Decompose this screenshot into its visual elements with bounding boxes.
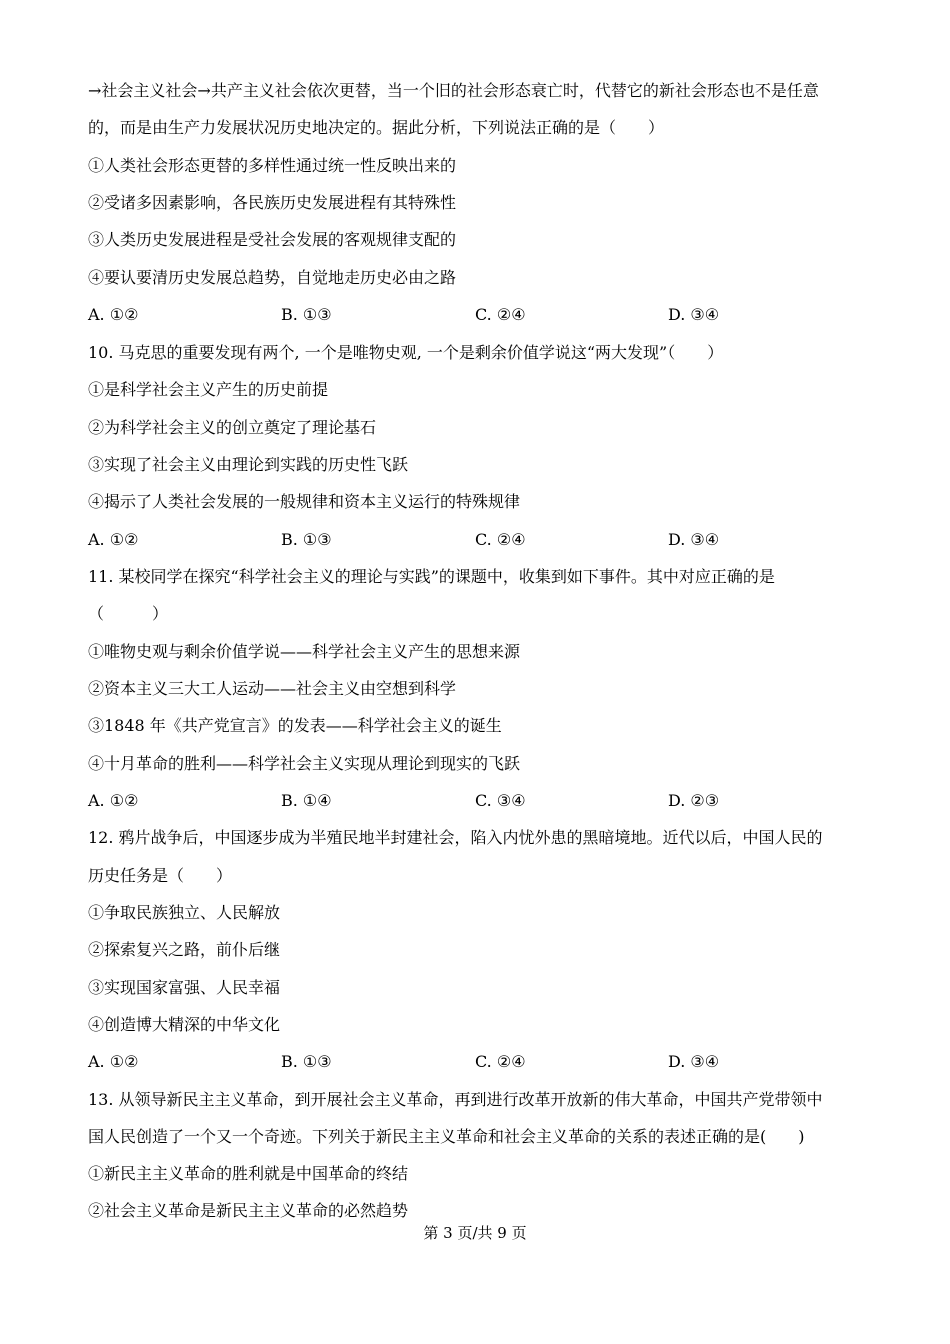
q10-option-d[interactable]: D. ③④ xyxy=(668,530,720,549)
q12-item-4: ④创造博大精深的中华文化 xyxy=(88,1015,281,1034)
q10-option-a[interactable]: A. ①② xyxy=(88,530,139,549)
q13-stem-line-2: 国人民创造了一个又一个奇迹。下列关于新民主主义革命和社会主义革命的关系的表述正确的是( ) xyxy=(88,1127,805,1146)
q9-item-3: ③人类历史发展进程是受社会发展的客观规律支配的 xyxy=(88,230,457,249)
q12-option-d[interactable]: D. ③④ xyxy=(668,1052,720,1071)
q10-item-3: ③实现了社会主义由理论到实践的历史性飞跃 xyxy=(88,455,409,474)
q9-option-c[interactable]: C. ②④ xyxy=(475,305,526,324)
q11-item-3: ③1848 年《共产党宣言》的发表——科学社会主义的诞生 xyxy=(88,716,502,735)
q12-options xyxy=(88,1051,878,1073)
q12-option-b[interactable]: B. ①③ xyxy=(281,1052,332,1071)
q12-item-1: ①争取民族独立、人民解放 xyxy=(88,903,281,922)
q12-option-c[interactable]: C. ②④ xyxy=(475,1052,526,1071)
q11-options xyxy=(88,790,878,812)
q9-item-4: ④要认要清历史发展总趋势，自觉地走历史必由之路 xyxy=(88,268,457,287)
q11-option-a[interactable]: A. ①② xyxy=(88,791,139,810)
q11-option-c[interactable]: C. ③④ xyxy=(475,791,526,810)
q10-stem-line-1: 10. 马克思的重要发现有两个, 一个是唯物史观, 一个是剩余价值学说这“两大发现”（ ） xyxy=(88,343,724,362)
page-footer: 第 3 页/共 9 页 xyxy=(423,1224,527,1242)
q11-option-b[interactable]: B. ①④ xyxy=(281,791,332,810)
q11-stem-line-1: 11. 某校同学在探究“科学社会主义的理论与实践”的课题中，收集到如下事件。其中对应正确的是 xyxy=(88,567,775,586)
q9-stem-line-2: 的，而是由生产力发展状况历史地决定的。据此分析，下列说法正确的是（ ） xyxy=(88,118,665,137)
q12-stem-line-2: 历史任务是（ ） xyxy=(88,866,233,885)
q12-option-a[interactable]: A. ①② xyxy=(88,1052,139,1071)
q10-options xyxy=(88,529,878,551)
q9-option-d[interactable]: D. ③④ xyxy=(668,305,720,324)
q11-item-2: ②资本主义三大工人运动——社会主义由空想到科学 xyxy=(88,679,457,698)
q13-stem-line-1: 13. 从领导新民主主义革命，到开展社会主义革命，再到进行改革开放新的伟大革命，中国共产党带领中 xyxy=(88,1090,823,1109)
q9-option-b[interactable]: B. ①③ xyxy=(281,305,332,324)
q11-option-d[interactable]: D. ②③ xyxy=(668,791,720,810)
q9-options xyxy=(88,304,878,326)
q12-item-3: ③实现国家富强、人民幸福 xyxy=(88,978,281,997)
q11-stem-line-2: （ ） xyxy=(88,604,169,623)
q11-item-1: ①唯物史观与剩余价值学说——科学社会主义产生的思想来源 xyxy=(88,642,521,661)
q13-item-1: ①新民主主义革命的胜利就是中国革命的终结 xyxy=(88,1164,409,1183)
q9-stem-line-1: →社会主义社会→共产主义社会依次更替，当一个旧的社会形态衰亡时，代替它的新社会形态也不是任意 xyxy=(88,81,819,100)
q12-stem-line-1: 12. 鸦片战争后，中国逐步成为半殖民地半封建社会，陷入内忧外患的黑暗境地。近代以后，中国人民的 xyxy=(88,828,823,847)
q10-option-c[interactable]: C. ②④ xyxy=(475,530,526,549)
q9-item-1: ①人类社会形态更替的多样性通过统一性反映出来的 xyxy=(88,156,457,175)
q9-option-a[interactable]: A. ①② xyxy=(88,305,139,324)
q10-item-2: ②为科学社会主义的创立奠定了理论基石 xyxy=(88,418,377,437)
q12-item-2: ②探索复兴之路，前仆后继 xyxy=(88,940,281,959)
q11-item-4: ④十月革命的胜利——科学社会主义实现从理论到现实的飞跃 xyxy=(88,754,521,773)
q9-item-2: ②受诸多因素影响，各民族历史发展进程有其特殊性 xyxy=(88,193,457,212)
q13-item-2: ②社会主义革命是新民主主义革命的必然趋势 xyxy=(88,1201,409,1220)
q10-option-b[interactable]: B. ①③ xyxy=(281,530,332,549)
q10-item-4: ④揭示了人类社会发展的一般规律和资本主义运行的特殊规律 xyxy=(88,492,521,511)
q10-item-1: ①是科学社会主义产生的历史前提 xyxy=(88,380,329,399)
